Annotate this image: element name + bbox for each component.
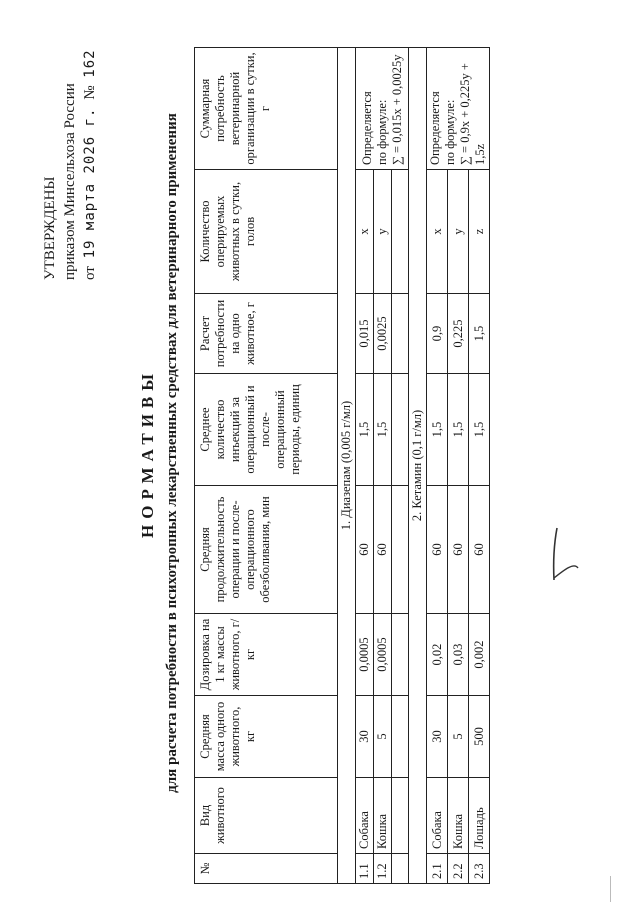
cell-dose: 0,002 [469, 614, 490, 696]
cell-number: 2.2 [448, 854, 469, 884]
cell-mass: 500 [469, 696, 490, 778]
header-animal: Вид животного [195, 778, 338, 854]
cell-animal: Лошадь [469, 778, 490, 854]
table-row [356, 48, 374, 884]
group-title-diazepam: 1. Диазепам (0,005 г/мл) [338, 48, 356, 884]
signature-mark [524, 520, 584, 590]
cell-duration: 60 [374, 486, 392, 614]
cell-mass: 5 [374, 696, 392, 778]
cell-dose: 0,0005 [374, 614, 392, 696]
approval-heading: УТВЕРЖДЕНЫ [42, 176, 58, 280]
cell-animal: Кошка [448, 778, 469, 854]
document-subtitle: для расчета потребности в психотропных лекарственных средствах для ветеринарного применения [164, 113, 180, 793]
header-duration: Средняя продолжительность операции и после-операционного обезболивания, мин [195, 486, 338, 614]
cell-injections: 1,5 [469, 374, 490, 486]
cell-duration: 60 [469, 486, 490, 614]
header-mass: Средняя масса одного животного, кг [195, 696, 338, 778]
formula-expression: ∑ = 0,9x + 0,225y + 1,5z [458, 63, 487, 165]
header-count: Количество оперируемых животных в сутки, голов [195, 170, 338, 294]
table-row [469, 48, 490, 884]
formula-by: по формуле: [443, 99, 457, 165]
document-title: НОРМАТИВЫ [138, 368, 157, 538]
header-dose: Дозировка на 1 кг массы животного, г/кг [195, 614, 338, 696]
cell-total-formula [356, 48, 409, 170]
cell-per-animal: 0,015 [356, 294, 374, 374]
header-per-animal: Расчет потребности на одно животное, г [195, 294, 338, 374]
formula-by: по формуле: [374, 99, 389, 165]
cell-injections: 1,5 [356, 374, 374, 486]
cell-animal: Собака [356, 778, 374, 854]
cell-injections: 1,5 [427, 374, 448, 486]
cell-count: z [469, 170, 490, 294]
cell-number: 1.1 [356, 854, 374, 884]
cell-animal: Кошка [374, 778, 392, 854]
cell-count: x [356, 170, 374, 294]
table-row [427, 48, 448, 884]
approval-stamp [40, 10, 100, 280]
approval-date-prefix: от [82, 266, 98, 280]
cell-duration: 60 [427, 486, 448, 614]
cell-count: x [427, 170, 448, 294]
table-row-empty [392, 48, 409, 884]
cell-injections: 1,5 [448, 374, 469, 486]
cell-count: y [448, 170, 469, 294]
formula-expression: ∑ = 0,015x + 0,0025y [389, 54, 404, 165]
cell-per-animal: 0,9 [427, 294, 448, 374]
approval-number: 162 [82, 49, 98, 78]
cell-per-animal: 1,5 [469, 294, 490, 374]
cell-mass: 30 [427, 696, 448, 778]
cell-total-formula [427, 48, 490, 170]
approval-order: приказом Минсельхоза России [62, 83, 78, 280]
cell-number: 2.1 [427, 854, 448, 884]
cell-duration: 60 [448, 486, 469, 614]
cell-dose: 0,03 [448, 614, 469, 696]
approval-number-sign: № [82, 85, 98, 100]
cell-duration: 60 [356, 486, 374, 614]
cell-dose: 0,0005 [356, 614, 374, 696]
formula-label: Определяется [359, 91, 374, 165]
cell-mass: 5 [448, 696, 469, 778]
group-title-ketamine: 2. Кетамин (0,1 г/мл) [409, 48, 427, 884]
group-title-row [338, 48, 356, 884]
cell-per-animal: 0,0025 [374, 294, 392, 374]
cell-injections: 1,5 [374, 374, 392, 486]
table-row [374, 48, 392, 884]
cell-mass: 30 [356, 696, 374, 778]
header-injections: Среднее количество инъекций за операционный и после-операционный периоды, единиц [195, 374, 338, 486]
table-row [448, 48, 469, 884]
approval-date: 19 марта 2026 г. [82, 107, 98, 259]
cell-count: y [374, 170, 392, 294]
header-total: Суммарная потребность ветеринарной организации в сутки, г [195, 48, 338, 170]
approval-date-line [80, 10, 100, 280]
table-header-row [195, 48, 338, 884]
cell-dose: 0,02 [427, 614, 448, 696]
cell-number: 2.3 [469, 854, 490, 884]
cell-animal: Собака [427, 778, 448, 854]
norms-table [194, 47, 490, 884]
formula-label: Определяется [428, 91, 442, 165]
cell-number: 1.2 [374, 854, 392, 884]
cell-per-animal: 0,225 [448, 294, 469, 374]
group-title-row [409, 48, 427, 884]
margin-mark [610, 876, 611, 902]
header-number: № [195, 854, 338, 884]
